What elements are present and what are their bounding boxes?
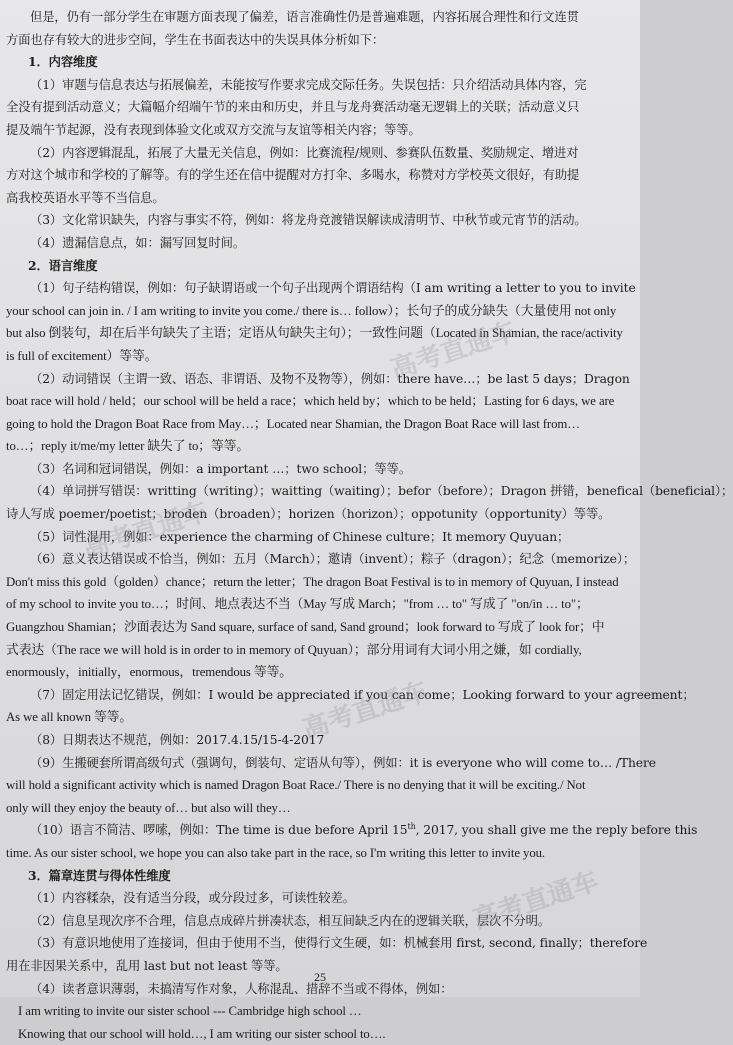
text-line: 高我校英语水平等不当信息。: [6, 190, 165, 205]
text-line: but also 倒装句，却在后半句缺失了主语；定语从句缺失主句）；一致性问题（Located in Shamian, the race/activity: [6, 326, 623, 341]
text-line: boat race will hold / held；our school will be held a race；which held by；which to be held；Lasting for 6 days, we are: [6, 394, 615, 409]
watermark-text: 高考直通车: [469, 866, 603, 936]
text-line: （4）单词拼写错误：writting（writing）；waitting（waiting）；befor（before）；Dragon 拼错，benefical（beneficial）；: [30, 484, 733, 499]
section-heading: 3．篇章连贯与得体性维度: [28, 867, 171, 883]
page-number: 25: [314, 970, 326, 984]
text-line: 提及端午节起源，没有表现到体验文化或双方交流与友谊等相关内容；等等。: [6, 122, 421, 137]
text-line: （1）内容糅杂，没有适当分段，或分段过多，可读性较差。: [30, 891, 355, 906]
text-line: 方对这个城市和学校的了解等。有的学生还在信中提醒对方打伞、多喝水，称赞对方学校英文很好，有助提: [6, 168, 580, 183]
text-line: （9）生搬硬套所谓高级句式（强调句，倒装句、定语从句等），例如：it is everyone who will come to… /There: [30, 755, 656, 770]
text-line: （3）有意识地使用了连接词，但由于使用不当，使得行文生硬，如：机械套用 first, second, finally；therefore: [30, 936, 648, 951]
text-line: （1）句子结构错误，例如：句子缺谓语或一个句子出现两个谓语结构（I am writing a letter to you to invite: [30, 281, 636, 296]
text-line: （8）日期表达不规范，例如：2017.4.15/15-4-2017: [30, 733, 325, 747]
text-line: （2）动词错误（主谓一致、语态、非谓语、及物不及物等），例如：there have…；be last 5 days；Dragon: [30, 371, 630, 386]
text-line: going to hold the Dragon Boat Race from May…；Located near Shamian, the Dragon Boat Race will last from…: [6, 416, 580, 431]
text-line: As we all known 等等。: [6, 710, 133, 725]
text-line: will hold a significant activity which is named Dragon Boat Race./ There is no denying that it will be exciting./ Not: [6, 778, 586, 793]
text-line: only will they enjoy the beauty of… but also will they…: [6, 800, 291, 815]
text-line: （5）词性混用，例如：experience the charming of Chinese culture；It memory Quyuan；: [30, 529, 570, 544]
text-line: Guangzhou Shamian；沙面表达为 Sand square, surface of sand, Sand ground；look forward to 写成了 look for；中: [6, 620, 605, 635]
text-line: （1）审题与信息表达与拓展偏差，未能按写作要求完成交际任务。失误包括：只介绍活动具体内容，完: [30, 77, 587, 92]
text-line: 式表达（The race we will hold is in order to in memory of Quyuan）；部分用词有大词小用之嫌，如 cordially,: [6, 642, 582, 657]
section-heading: 2．语言维度: [28, 257, 98, 273]
text-line: （6）意义表达错误或不恰当，例如：五月（March）；邀请（invent）；粽子（dragon）；纪念（memorize）；: [30, 552, 636, 567]
text-line: （10）语言不简洁、啰嗦，例如：The time is due before April 15th, 2017, you shall give me the reply before this: [30, 822, 698, 838]
watermark-text: 高考直通车: [79, 496, 213, 566]
text-line: is full of excitement）等等。: [6, 348, 158, 363]
text-line: （7）固定用法记忆错误，例如：I would be appreciated if you can come；Looking forward to your agreement；: [30, 687, 695, 702]
text-line: your school can join in. / I am writing to invite you come./ there is… follow）；长句子的成分缺失（大量使用 not only: [6, 303, 617, 318]
text-line: （3）名词和冠词错误，例如：a important …；two school；等等。: [30, 461, 411, 476]
text-line: of my school to invite you to…；时间、地点表达不当（May 写成 March；"from … to" 写成了 "on/in … to"；: [6, 597, 589, 612]
text-line: （3）文化常识缺失，内容与事实不符，例如：将龙舟竞渡错误解读成清明节、中秋节或元宵节的活动。: [30, 213, 587, 228]
text-line: （2）内容逻辑混乱，拓展了大量无关信息，例如：比赛流程/规则、参赛队伍数量、奖励规定、增进对: [30, 145, 579, 160]
text-line: time. As our sister school, we hope you can also take part in the race, so I'm writing this letter to invite you.: [6, 845, 546, 860]
watermark-text: 高考直通车: [299, 676, 433, 746]
text-line: Don't miss this gold（golden）chance；return the letter；The dragon Boat Festival is to in memory of Quyuan, I instead: [6, 574, 619, 589]
text-line: enormously，initially，enormous，tremendous 等等。: [6, 665, 292, 680]
section-heading: 1．内容维度: [28, 54, 98, 70]
watermark-text: 高考直通车: [387, 316, 521, 386]
text-line: （2）信息呈现次序不合理，信息点成碎片拼凑状态，相互间缺乏内在的逻辑关联，层次不分明。: [30, 913, 550, 928]
text-line: to…；reply it/me/my letter 缺失了 to；等等。: [6, 439, 250, 454]
text-line: I am writing to invite our sister school --- Cambridge high school …: [18, 1004, 362, 1019]
text-line: 用在非因果关系中，乱用 last but not least 等等。: [6, 958, 288, 973]
text-line: （4）遗漏信息点，如：漏写回复时间。: [30, 235, 246, 250]
text-line: （4）读者意识薄弱，未搞清写作对象，人称混乱、措辞不当或不得体，例如：: [30, 981, 453, 996]
text-line: 诗人写成 poemer/poetist；broden（broaden）；horizen（horizon）；oppotunity（opportunity）等等。: [6, 507, 611, 522]
document-body: [0, 6, 733, 1045]
text-line: 全没有提到活动意义；大篇幅介绍端午节的来由和历史，并且与龙舟赛活动毫无逻辑上的关联；活动意义只: [6, 100, 580, 115]
text-line: Knowing that our school will hold…, I am writing our sister school to….: [18, 1026, 386, 1041]
text-line: 但是，仍有一部分学生在审题方面表现了偏差，语言准确性仍是普遍难题，内容拓展合理性和行文连贯: [30, 10, 579, 24]
text-line: 方面也存有较大的进步空间，学生在书面表达中的失误具体分析如下：: [6, 32, 385, 47]
